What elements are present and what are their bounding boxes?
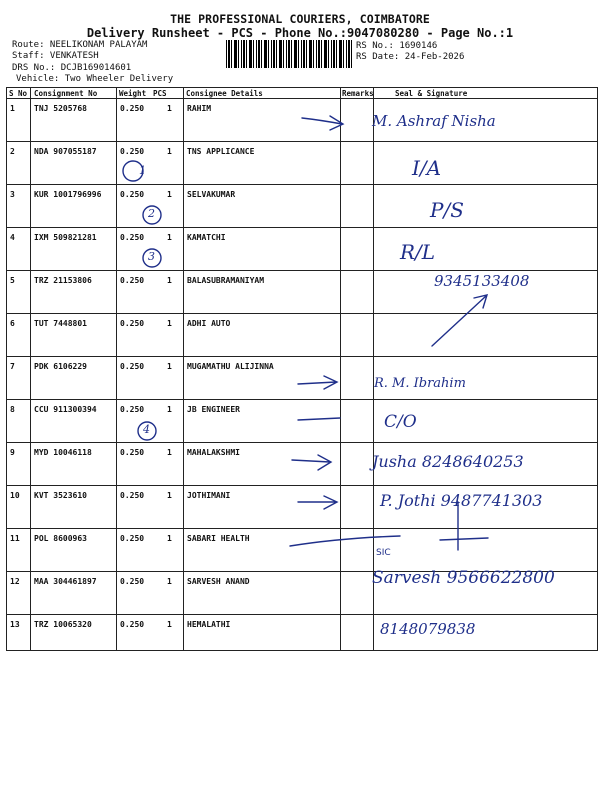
cell-sno: 8 xyxy=(10,405,15,414)
circle-number: 3 xyxy=(148,250,155,263)
cell-consignment: CCU 911300394 xyxy=(34,405,97,414)
route-label: Route: NEELIKONAM PALAYAM xyxy=(12,40,148,50)
cell-consignment: MYD 10046118 xyxy=(34,448,92,457)
cell-weight: 0.250 xyxy=(120,190,145,199)
cell-consignment: TRZ 10065320 xyxy=(34,620,92,629)
header-consignment: Consignment No xyxy=(34,89,98,98)
cell-consignee: JOTHIMANI xyxy=(187,491,231,500)
cell-consignment: KVT 3523610 xyxy=(34,491,87,500)
rs-date: RS Date: 24-Feb-2026 xyxy=(356,52,465,62)
signature-row-9: Jusha 8248640253 xyxy=(372,452,524,471)
header-consignee: Consignee Details xyxy=(186,89,263,98)
cell-weight: 0.250 xyxy=(120,620,145,629)
runsheet-title: Delivery Runsheet - PCS - Phone No.:9047080280 - Page No.:1 xyxy=(86,26,514,40)
cell-weight: 0.250 xyxy=(120,405,145,414)
cell-pcs: 1 xyxy=(167,577,172,586)
cell-consignee: BALASUBRAMANIYAM xyxy=(187,276,265,285)
signature-row-1: M. Ashraf Nisha xyxy=(372,112,496,130)
company-title: THE PROFESSIONAL COURIERS, COIMBATORE xyxy=(170,12,430,26)
cell-consignee: MAHALAKSHMI xyxy=(187,448,240,457)
signature-row-2: I/A xyxy=(412,156,442,180)
cell-consignment: POL 8600963 xyxy=(34,534,87,543)
cell-pcs: 1 xyxy=(167,362,172,371)
cell-pcs: 1 xyxy=(167,448,172,457)
cell-consignment: PDK 6106229 xyxy=(34,362,87,371)
cell-weight: 0.250 xyxy=(120,233,145,242)
runsheet-table xyxy=(6,87,598,651)
header-signature: Seal & Signature xyxy=(395,89,468,98)
signature-row-12: Sarvesh 9566622800 xyxy=(372,568,555,588)
vehicle-label: Vehicle: Two Wheeler Delivery xyxy=(16,74,174,84)
cell-consignment: TRZ 21153806 xyxy=(34,276,92,285)
stamp-mark: SIC xyxy=(376,548,391,558)
cell-consignee: SABARI HEALTH xyxy=(187,534,250,543)
cell-sno: 11 xyxy=(10,534,20,543)
header-sno: S No xyxy=(9,89,28,98)
cell-consignee: JB ENGINEER xyxy=(187,405,240,414)
signature-row-4: R/L xyxy=(400,240,436,264)
cell-sno: 9 xyxy=(10,448,15,457)
cell-consignee: ADHI AUTO xyxy=(187,319,231,328)
cell-consignment: KUR 1001796996 xyxy=(34,190,102,199)
signature-row-3: P/S xyxy=(430,198,464,222)
cell-sno: 2 xyxy=(10,147,15,156)
cell-weight: 0.250 xyxy=(120,577,145,586)
cell-consignee: MUGAMATHU ALIJINNA xyxy=(187,362,274,371)
cell-pcs: 1 xyxy=(167,405,172,414)
cell-consignee: KAMATCHI xyxy=(187,233,226,242)
cell-sno: 6 xyxy=(10,319,15,328)
signature-row-10: P. Jothi 9487741303 xyxy=(380,491,543,510)
header-pcs: PCS xyxy=(153,89,167,98)
cell-pcs: 1 xyxy=(167,233,172,242)
cell-consignment: TUT 7448801 xyxy=(34,319,87,328)
cell-pcs: 1 xyxy=(167,276,172,285)
circle-number: 1 xyxy=(139,164,146,177)
cell-sno: 4 xyxy=(10,233,15,242)
cell-pcs: 1 xyxy=(167,104,172,113)
signature-row-8: C/O xyxy=(384,412,417,432)
cell-sno: 12 xyxy=(10,577,20,586)
cell-weight: 0.250 xyxy=(120,448,145,457)
cell-sno: 10 xyxy=(10,491,20,500)
cell-weight: 0.250 xyxy=(120,276,145,285)
cell-weight: 0.250 xyxy=(120,147,145,156)
drs-label: DRS No.: DCJB169014601 xyxy=(12,63,132,73)
circle-number: 4 xyxy=(143,423,150,436)
cell-pcs: 1 xyxy=(167,147,172,156)
cell-weight: 0.250 xyxy=(120,362,145,371)
signature-row-13: 8148079838 xyxy=(380,620,476,638)
rs-number: RS No.: 1690146 xyxy=(356,41,438,51)
signature-row-7: R. M. Ibrahim xyxy=(374,376,466,391)
cell-weight: 0.250 xyxy=(120,104,145,113)
cell-consignment: NDA 907055187 xyxy=(34,147,97,156)
circle-number: 2 xyxy=(148,207,155,220)
header-remarks: Remarks xyxy=(342,89,374,98)
cell-pcs: 1 xyxy=(167,534,172,543)
signature-row-5: 9345133408 xyxy=(434,272,530,290)
staff-label: Staff: VENKATESH xyxy=(12,51,99,61)
cell-weight: 0.250 xyxy=(120,534,145,543)
barcode xyxy=(226,40,352,68)
cell-pcs: 1 xyxy=(167,319,172,328)
cell-consignee: SELVAKUMAR xyxy=(187,190,236,199)
cell-pcs: 1 xyxy=(167,491,172,500)
header-weight: Weight xyxy=(119,89,147,98)
cell-pcs: 1 xyxy=(167,190,172,199)
cell-consignee: SARVESH ANAND xyxy=(187,577,250,586)
cell-sno: 5 xyxy=(10,276,15,285)
cell-sno: 1 xyxy=(10,104,15,113)
cell-pcs: 1 xyxy=(167,620,172,629)
cell-consignment: IXM 509821281 xyxy=(34,233,97,242)
cell-weight: 0.250 xyxy=(120,491,145,500)
cell-consignee: TNS APPLICANCE xyxy=(187,147,255,156)
cell-consignee: HEMALATHI xyxy=(187,620,231,629)
cell-consignee: RAHIM xyxy=(187,104,212,113)
cell-sno: 13 xyxy=(10,620,20,629)
cell-weight: 0.250 xyxy=(120,319,145,328)
cell-sno: 7 xyxy=(10,362,15,371)
cell-consignment: TNJ 5205768 xyxy=(34,104,87,113)
cell-consignment: MAA 304461897 xyxy=(34,577,97,586)
cell-sno: 3 xyxy=(10,190,15,199)
